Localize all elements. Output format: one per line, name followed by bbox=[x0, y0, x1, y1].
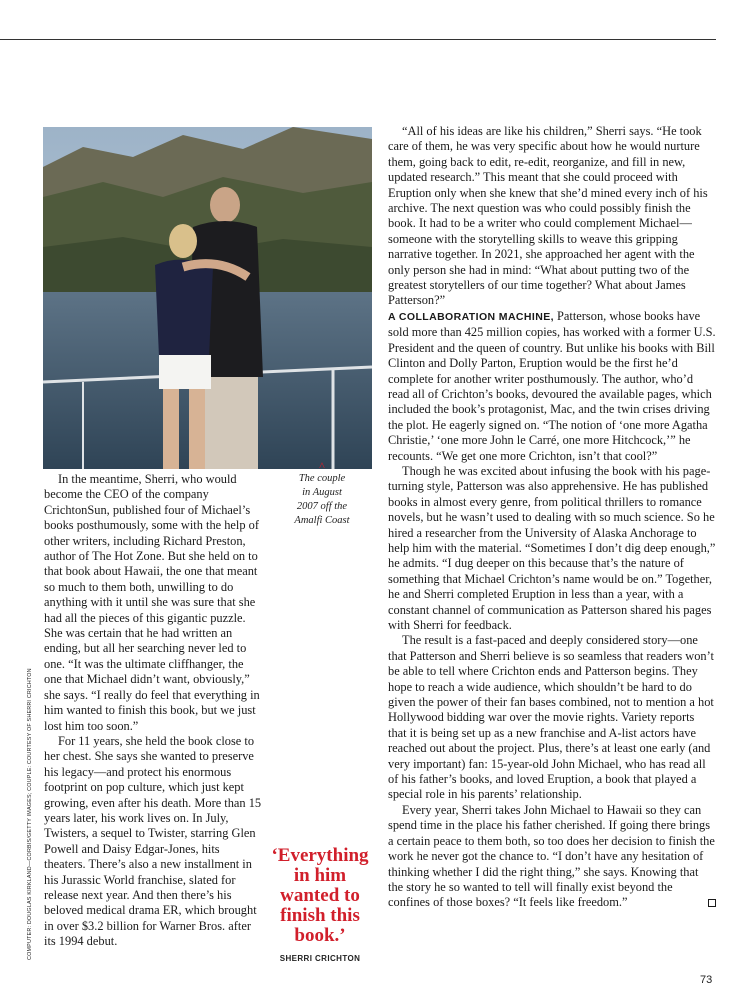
body-paragraph: “All of his ideas are like his children,” Sherri says. “He took care of them, he was very specific about how he would nurture them, going back to edit, re-edit, reorganize, and fill in new, updated research.” This meant that she could proceed with Eruption only when she knew that she’d mined every inch of his archive. The next question was who could possibly finish the book. It had to be a writer who could complement Michael—someone with the storytelling skills to weave this gripping narrative together. In 2021, she approached her agent with the only person she had in mind: “What about putting two of the greatest storytellers of our time together? What about James Patterson?” bbox=[388, 124, 708, 308]
section-lead-in: A COLLABORATION MACHINE, bbox=[388, 310, 554, 323]
caption-line: in August bbox=[302, 487, 342, 498]
top-rule bbox=[0, 39, 716, 40]
pull-quote bbox=[264, 846, 376, 963]
body-paragraph: Every year, Sherri takes John Michael to Hawaii so they can spend time in the place his father cherished. If going there brings a certain peace to them both, so too does her decision to finish the work he never got the chance to. “I don’t have any hesitation of thinking whether I did the right thing,” she says. Knowing that the story he so wanted to tell will finally exist beyond the confines of those boxes? “It feels like freedom.” bbox=[388, 802, 715, 910]
left-column bbox=[44, 472, 262, 950]
photo-caption bbox=[282, 460, 362, 528]
body-paragraph: The result is a fast-paced and deeply considered story—one that Patterson and Sherri believe is so seamless that readers won’t be able to tell where Crichton ends and Patterson begins. They hope to reach a wide audience, which shouldn’t be hard to do given the power of their fan bases combined, not to mention a hot Hollywood bidding war over the movie rights. Variety reports that it is being set up as a new franchise and A-list actors have reached out about the project. Plus, there’s at least one early (and very important) fan: 15-year-old John Michael, who has read all of his father’s books, and loved Eruption, a book that played a special role in his parents’ relationship. bbox=[388, 633, 714, 802]
pull-quote-text: ‘Everything in him wanted to finish this book.’ bbox=[271, 845, 369, 946]
caret-up-icon: ^ bbox=[319, 459, 325, 473]
page-number: 73 bbox=[700, 974, 713, 986]
pull-quote-attribution: SHERRI CRICHTON bbox=[279, 954, 361, 963]
section-paragraph bbox=[388, 309, 716, 464]
couple-photo bbox=[43, 127, 372, 469]
body-paragraph: In the meantime, Sherri, who would become the CEO of the company CrichtonSun, published four of Michael’s books posthumously, some with the help of other writers, including Richard Preston, author of The Hot Zone. But she held on to that book about Hawaii, the one that meant so much to them both, unwilling to do anything with it until she was sure that she had all the pieces of this gigantic puzzle. She was certain that he had written an ending, but all her searching never led to one. “It was the ultimate cliffhanger, the one that Michael didn’t want, obviously,” she says. “I really do feel that everything in him wanted to finish this book, but we just lost him too soon.” bbox=[44, 472, 260, 733]
body-paragraph: Though he was excited about infusing the book with his page-turning style, Patterson was also apprehensive. He has published books in almost every genre, from political thrillers to romance novels, but he wasn’t used to dealing with so much science. So he hired a researcher from the University of Alaska Anchorage to help him with the material. “Sometimes I don’t dig deep enough,” he admits. “I dug deeper on this because that’s the nature of something that Michael Crichton’s name would be on.” Together, he and Sherri completed Eruption in less than a year, with a constant channel of communication as Patterson shared his pages with Sherri for feedback. bbox=[388, 463, 716, 632]
caption-line: 2007 off the bbox=[296, 501, 348, 512]
right-column bbox=[388, 124, 716, 911]
caption-line: Amalfi Coast bbox=[294, 515, 350, 526]
photo-illustration bbox=[43, 127, 372, 469]
caption-line: The couple bbox=[298, 473, 346, 484]
body-paragraph: For 11 years, she held the book close to her chest. She says she wanted to preserve his legacy—and protect his enormous footprint on pop culture, which just kept growing, even after his death. More than 15 years later, his work lives on. In July, Twisters, a sequel to Twister, starring Glen Powell and Daisy Edgar-Jones, hits theaters. There’s also a new installment in his Jurassic World franchise, slated for release next year. And then there’s his beloved medical drama ER, which brought in over $3.2 billion for Warner Bros. after its 1994 debut. bbox=[44, 733, 262, 949]
photo-credit: COMPUTER: DOUGLAS KIRKLAND—CORBIS/GETTY IMAGES; COUPLE: COURTESY OF SHERRI CRICHTON bbox=[27, 668, 33, 960]
section-text: Patterson, whose books have sold more than 425 million copies, has worked with a former U.S. President and the queen of country. But unlike his books with Bill Clinton and Dolly Parton, Eruption would be the first he’d complete for another writer posthumously. The author, who’d read all of Crichton’s books, devoured the available pages, which included the book’s protagonist, Mac, and the twin crises driving the plot. He eagerly signed on. “The notion of ‘one more Agatha Christie,’ ‘one more John le Carré, one more Hitchcock,’” he recounts. “We get one more Crichton, isn’t that cool?” bbox=[388, 308, 716, 463]
end-square-icon bbox=[708, 899, 716, 907]
